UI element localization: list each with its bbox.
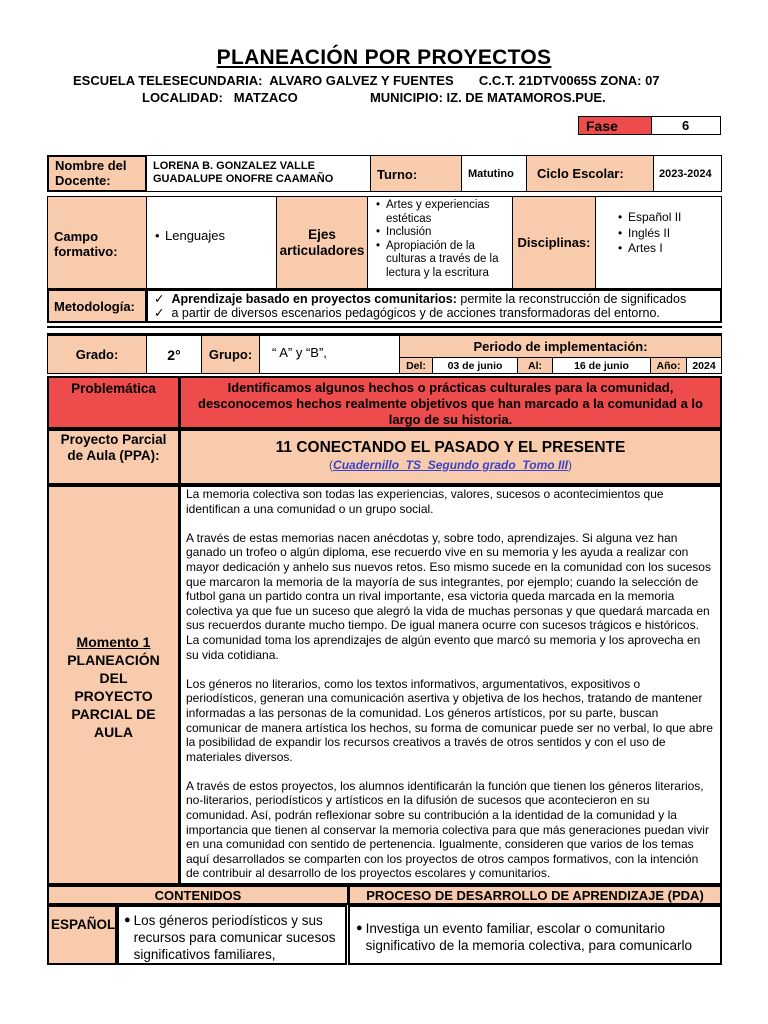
check-icon: ✓ xyxy=(154,292,165,306)
eje-item: • Apropiación de la culturas a través de la lectura y la escritura xyxy=(376,240,508,281)
anio-value-cell xyxy=(686,357,722,374)
periodo-label-cell xyxy=(399,335,722,358)
locality-line: LOCALIDAD: MATZACO MUNICIPIO: IZ. DE MATAMOROS.PUE. xyxy=(142,90,606,105)
fase-label: Fase xyxy=(586,118,618,134)
pda-header: PROCESO DE DESARROLLO DE APRENDIZAJE (PDA) xyxy=(366,888,704,903)
fase-label-cell xyxy=(578,116,652,135)
del-value: 03 de junio xyxy=(447,359,503,372)
contenido-cell xyxy=(117,905,347,965)
separator xyxy=(47,326,722,335)
bullet-icon: ● xyxy=(356,922,363,934)
anio-label: Año: xyxy=(656,359,681,372)
turno-label-cell xyxy=(370,155,462,192)
campo-label: Campo formativo: xyxy=(54,229,118,259)
docente-label: Nombre del Docente: xyxy=(55,158,127,188)
metodologia-line1: permite la reconstrucción de significados xyxy=(456,292,687,306)
check-icon: ✓ xyxy=(154,306,165,320)
pda-header-cell xyxy=(348,885,722,905)
bullet-icon: ● xyxy=(124,914,131,926)
momento-paragraph: A través de estos proyectos, los alumnos identificarán la función que tienen los géneros literarios, no-literarios, periodísticos y artísticos en la difusión de sucesos que acontecieron en su comunidad. Así, podrán reflexionar sobre su contribución a la identidad de la comunidad y la importancia que tienen al conservar la memoria colectiva para que más generaciones puedan vivir en una comunidad con sentido de pertenencia. Igualmente, consideren que varios de los temas aquí desarrollados se comparten con los proyectos de otros campos formativos, con la intención de contribuir al desarrollo de los proyectos escolares y comunitarios. xyxy=(186,778,709,881)
campo-value-cell xyxy=(146,196,277,289)
problematica-text: Identificamos algunos hechos o prácticas culturales para la comunidad, desconocemos hechos realmente objetivos que han marcado a la comunidad a lo largo de su historia. xyxy=(198,380,703,427)
ciclo-value: 2023-2024 xyxy=(659,168,712,180)
problematica-text-cell xyxy=(179,376,722,429)
al-value: 16 de junio xyxy=(574,359,629,372)
pda-cell xyxy=(348,905,722,965)
momento-paragraph: La memoria colectiva son todas las experiencias, valores, sucesos o acontecimientos que identifican a una comunidad o un grupo social. xyxy=(186,487,664,516)
fase-value-cell xyxy=(651,116,721,135)
grupo-value-cell xyxy=(259,335,400,374)
ciclo-label-cell xyxy=(526,155,654,192)
ppa-title-cell xyxy=(179,429,722,485)
campo-value: • Lenguajes xyxy=(155,228,276,243)
momento-label: Momento 1 xyxy=(76,634,151,650)
grupo-label-cell xyxy=(201,335,260,374)
contenidos-header-cell xyxy=(47,885,349,905)
ciclo-value-cell xyxy=(653,155,722,192)
metodologia-bold: Aprendizaje basado en proyectos comunitarios: xyxy=(171,292,457,306)
grado-value: 2° xyxy=(167,346,181,363)
campo-label-cell xyxy=(47,196,147,289)
disciplina-item: • Español II xyxy=(618,210,717,226)
grado-label-cell xyxy=(47,335,147,374)
pda-text: Investiga un evento familiar, escolar o comunitario significativo de la memoria colectiva, para comunicarlo xyxy=(365,921,693,953)
disciplinas-label: Disciplinas: xyxy=(517,235,591,250)
paren: ( xyxy=(329,458,334,472)
momento-paragraph: Los géneros no literarios, como los textos informativos, argumentativos, expositivos o periodísticos, generan una comunicación asertiva y objetiva de los hechos, tratando de mantener informadas a las personas de la comunidad. Los géneros artísticos, por su parte, buscan comunicar de manera artística los hechos, su forma de comunicar puede ser no verbal, lo que abre la posibilidad de expandir los recursos creativos a través de otros sentidos y con el uso de materiales diversos. xyxy=(186,676,713,764)
disciplina-item: • Inglés II xyxy=(618,226,717,242)
periodo-label: Periodo de implementación: xyxy=(473,339,648,354)
anio-value: 2024 xyxy=(692,359,716,372)
al-value-cell xyxy=(552,357,651,374)
fase-value: 6 xyxy=(682,118,690,133)
ppa-label: Proyecto Parcial de Aula (PPA): xyxy=(60,432,167,463)
espanol-label: ESPAÑOL xyxy=(51,917,116,932)
contenidos-header: CONTENIDOS xyxy=(154,888,242,903)
page-title: PLANEACIÓN POR PROYECTOS xyxy=(216,46,552,69)
metodologia-label: Metodología: xyxy=(54,298,135,314)
problematica-label-cell xyxy=(47,376,180,429)
grado-value-cell xyxy=(146,335,202,374)
ejes-list-cell xyxy=(367,196,513,289)
contenido-text: Los géneros periodísticos y sus recursos para comunicar sucesos significativos familiares, xyxy=(133,913,336,962)
school-line: ESCUELA TELESECUNDARIA: ALVARO GALVEZ Y FUENTES C.C.T. 21DTV0065S ZONA: 07 xyxy=(73,73,660,88)
problematica-label: Problemática xyxy=(71,381,156,396)
disciplinas-label-cell xyxy=(512,196,596,289)
grupo-value: “ A” y “B”, xyxy=(272,345,327,360)
docente-name-2: GUADALUPE ONOFRE CAAMAÑO xyxy=(153,173,334,185)
docente-names-cell xyxy=(146,155,371,192)
metodologia-text-cell xyxy=(146,289,722,323)
grado-label: Grado: xyxy=(75,347,119,362)
eje-item: • Inclusión xyxy=(376,226,508,240)
metodologia-line2: a partir de diversos escenarios pedagógicos y de acciones transformadoras del entorno. xyxy=(171,306,660,320)
disciplina-item: • Artes I xyxy=(618,241,717,257)
eje-item: • Artes y experiencias estéticas xyxy=(376,199,508,226)
del-value-cell xyxy=(432,357,518,374)
al-label-cell xyxy=(517,357,553,374)
docente-label-cell xyxy=(47,155,147,192)
ppa-subtitle: Cuadernillo_TS_Segundo grado_Tomo III xyxy=(333,458,568,472)
turno-value: Matutino xyxy=(468,168,514,180)
paren: ) xyxy=(567,458,572,472)
ejes-label: Ejes articuladores xyxy=(279,226,365,258)
disciplinas-list-cell xyxy=(595,196,722,289)
ciclo-label: Ciclo Escolar: xyxy=(537,166,624,181)
metodologia-label-cell xyxy=(47,289,147,323)
grupo-label: Grupo: xyxy=(208,347,253,362)
ppa-label-cell xyxy=(47,429,180,485)
turno-value-cell xyxy=(461,155,527,192)
anio-label-cell xyxy=(650,357,687,374)
al-label: Al: xyxy=(528,359,542,372)
del-label: Del: xyxy=(406,359,426,372)
momento-desc: PLANEACIÓN DEL PROYECTO PARCIAL DE AULA xyxy=(67,652,160,740)
espanol-label-cell xyxy=(47,905,117,965)
del-label-cell xyxy=(399,357,433,374)
ejes-label-cell xyxy=(276,196,368,289)
momento-text-cell xyxy=(179,485,722,885)
momento-paragraph: A través de estas memorias nacen anécdotas y, sobre todo, aprendizajes. Si alguna vez han ganado un trofeo o algún diploma, ese recuerdo vive en su memoria y les ayuda a realizar con mayor dedicación y anhelo sus nuevos retos. Eso mismo sucede en la comunidad con los sucesos que marcaron la memoria de la mayoría de sus integrantes, por ejemplo; cuando la selección de futbol gana un partido contra un rival importante, esa victoria queda marcada en la memoria colectiva ya que fue un suceso que alegró la vida de muchas personas y que quedará marcada en sus recuerdos durante mucho tiempo. De igual manera ocurre con sucesos trágicos e históricos. La comunidad toma los aprendizajes de algún evento que marcó su memoria y los aprovecha en su vida cotidiana. xyxy=(186,530,711,662)
momento-label-cell xyxy=(47,485,180,885)
turno-label: Turno: xyxy=(377,167,418,182)
docente-name-1: LORENA B. GONZALEZ VALLE xyxy=(153,160,315,172)
ppa-title: 11 CONECTANDO EL PASADO Y EL PRESENTE xyxy=(275,439,626,456)
